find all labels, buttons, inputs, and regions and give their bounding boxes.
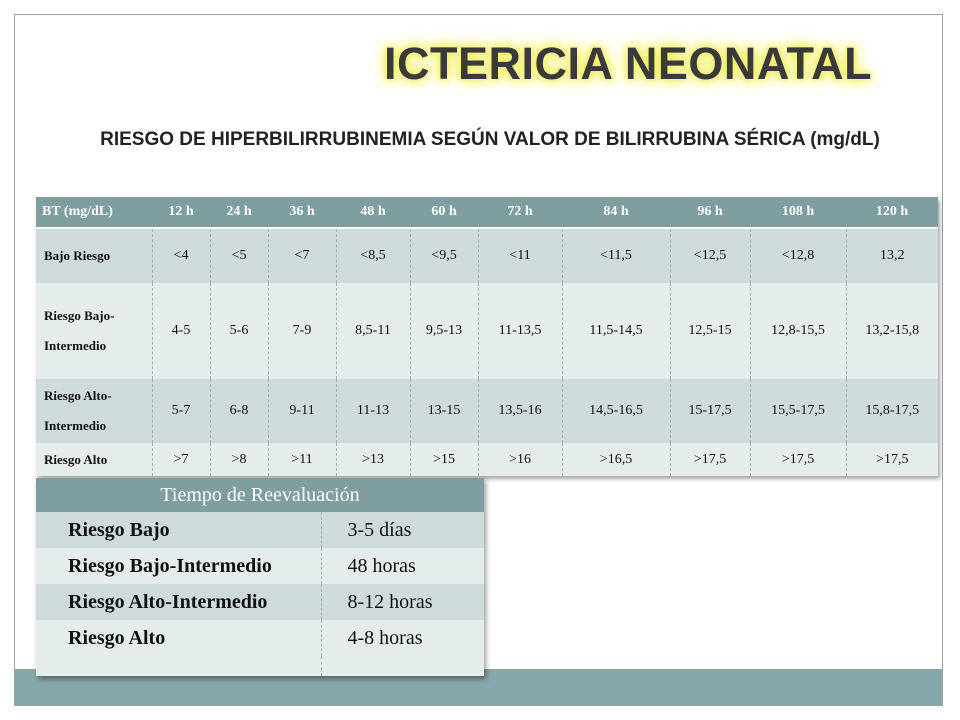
table-cell: 9-11 xyxy=(268,379,336,443)
reevaluation-table xyxy=(36,478,484,676)
page-subtitle: RIESGO DE HIPERBILIRRUBINEMIA SEGÚN VALOR DE BILIRRUBINA SÉRICA (mg/dL) xyxy=(100,129,880,150)
table-row xyxy=(36,548,484,584)
table-cell: <9,5 xyxy=(410,228,478,283)
table-cell: >17,5 xyxy=(670,443,750,476)
risk-table-header-row xyxy=(36,197,938,228)
risk-table xyxy=(36,197,938,476)
table-cell: 11,5-14,5 xyxy=(562,283,670,379)
header-cell: 60 h xyxy=(410,197,478,228)
row-label: Riesgo Alto-Intermedio xyxy=(36,379,152,443)
table-cell: >15 xyxy=(410,443,478,476)
table-cell: 13,2-15,8 xyxy=(846,283,938,379)
row-label: Riesgo Alto-Intermedio xyxy=(36,584,321,620)
header-cell: 96 h xyxy=(670,197,750,228)
table-cell: 11-13 xyxy=(336,379,410,443)
header-cell: 84 h xyxy=(562,197,670,228)
table-row xyxy=(36,228,938,283)
table-cell: 3-5 días xyxy=(321,512,484,548)
row-label: Bajo Riesgo xyxy=(36,228,152,283)
table-cell: 6-8 xyxy=(210,379,268,443)
table-cell: >16 xyxy=(478,443,562,476)
table-cell: 5-7 xyxy=(152,379,210,443)
table-cell: <12,5 xyxy=(670,228,750,283)
table-cell: >8 xyxy=(210,443,268,476)
table-cell: 14,5-16,5 xyxy=(562,379,670,443)
table-cell: 4-8 horas xyxy=(321,620,484,656)
table-cell: >13 xyxy=(336,443,410,476)
table-cell: >16,5 xyxy=(562,443,670,476)
table-footer-cell xyxy=(36,656,321,676)
table-cell: 15,8-17,5 xyxy=(846,379,938,443)
header-cell: 72 h xyxy=(478,197,562,228)
row-label: Riesgo Alto xyxy=(36,620,321,656)
table-cell: 48 horas xyxy=(321,548,484,584)
header-cell: 48 h xyxy=(336,197,410,228)
table-row xyxy=(36,512,484,548)
table-row xyxy=(36,379,938,443)
table-cell: 8-12 horas xyxy=(321,584,484,620)
table-row xyxy=(36,443,938,476)
table-cell: >17,5 xyxy=(846,443,938,476)
page-title: ICTERICIA NEONATAL xyxy=(384,38,873,89)
row-label: Riesgo Alto xyxy=(36,443,152,476)
header-cell: 12 h xyxy=(152,197,210,228)
row-label: Riesgo Bajo xyxy=(36,512,321,548)
table-cell: <12,8 xyxy=(750,228,846,283)
table-cell: 12,8-15,5 xyxy=(750,283,846,379)
table-cell: <5 xyxy=(210,228,268,283)
table-cell: >17,5 xyxy=(750,443,846,476)
header-cell: 120 h xyxy=(846,197,938,228)
table-cell: 7-9 xyxy=(268,283,336,379)
table-cell: <8,5 xyxy=(336,228,410,283)
table-cell: >11 xyxy=(268,443,336,476)
reevaluation-header-row xyxy=(36,478,484,512)
table-cell: <4 xyxy=(152,228,210,283)
header-cell: 36 h xyxy=(268,197,336,228)
table-cell: 9,5-13 xyxy=(410,283,478,379)
table-cell: <7 xyxy=(268,228,336,283)
table-cell: <11 xyxy=(478,228,562,283)
table-cell: >7 xyxy=(152,443,210,476)
table-cell: 4-5 xyxy=(152,283,210,379)
table-row xyxy=(36,283,938,379)
table-row xyxy=(36,584,484,620)
header-cell: 24 h xyxy=(210,197,268,228)
row-label: Riesgo Bajo-Intermedio xyxy=(36,283,152,379)
reevaluation-header: Tiempo de Reevaluación xyxy=(36,478,484,512)
table-row xyxy=(36,620,484,656)
table-cell: 8,5-11 xyxy=(336,283,410,379)
table-cell: 15-17,5 xyxy=(670,379,750,443)
header-cell: 108 h xyxy=(750,197,846,228)
table-cell: 15,5-17,5 xyxy=(750,379,846,443)
header-cell: BT (mg/dL) xyxy=(36,197,152,228)
table-cell: 5-6 xyxy=(210,283,268,379)
table-cell: <11,5 xyxy=(562,228,670,283)
table-cell: 13,5-16 xyxy=(478,379,562,443)
row-label: Riesgo Bajo-Intermedio xyxy=(36,548,321,584)
table-cell: 13-15 xyxy=(410,379,478,443)
table-cell: 12,5-15 xyxy=(670,283,750,379)
table-cell: 11-13,5 xyxy=(478,283,562,379)
table-footer-row xyxy=(36,656,484,676)
table-footer-cell xyxy=(321,656,484,676)
table-cell: 13,2 xyxy=(846,228,938,283)
